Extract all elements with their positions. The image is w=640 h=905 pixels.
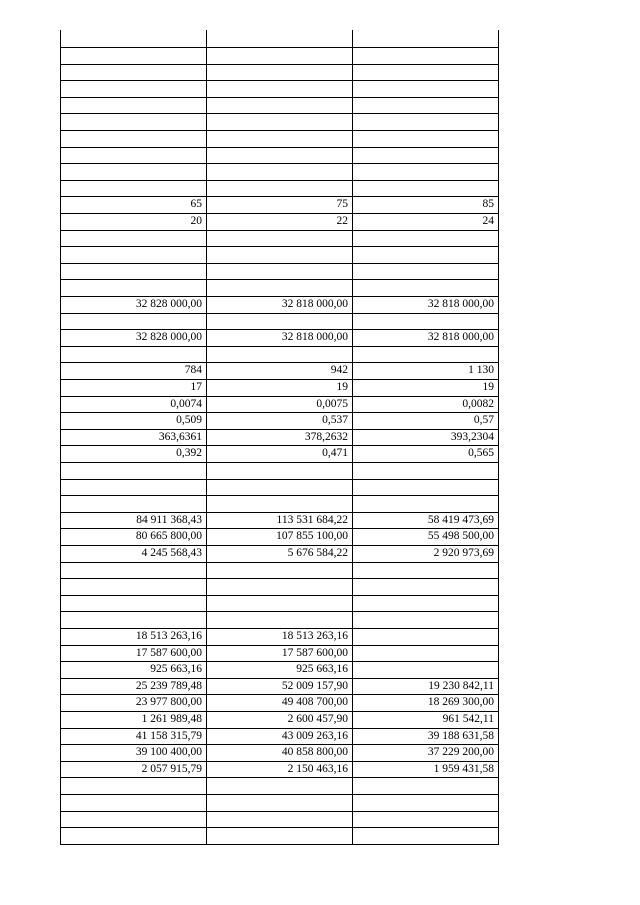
table-cell <box>354 827 494 844</box>
table-cell <box>62 562 202 579</box>
table-cell <box>208 811 348 828</box>
table-cell <box>354 479 494 496</box>
table-cell <box>208 578 348 595</box>
table-cell <box>62 180 202 197</box>
table-cell: 40 858 800,00 <box>281 746 348 758</box>
table-cell <box>354 246 494 263</box>
table-cell: 0,392 <box>176 447 202 459</box>
table-cell: 58 419 473,69 <box>427 514 494 526</box>
column-border <box>60 30 61 844</box>
table-cell: 41 158 315,79 <box>135 730 202 742</box>
table-cell <box>62 80 202 97</box>
table-cell <box>208 279 348 296</box>
table-cell: 942 <box>330 364 348 376</box>
table-cell <box>62 113 202 130</box>
table-cell <box>208 130 348 147</box>
table-cell <box>354 113 494 130</box>
table-cell: 65 <box>190 198 202 210</box>
table-cell: 17 587 600,00 <box>135 647 202 659</box>
table-cell: 18 269 300,00 <box>427 696 494 708</box>
table-cell <box>354 97 494 114</box>
table-cell <box>208 462 348 479</box>
table-cell <box>354 180 494 197</box>
table-cell <box>354 578 494 595</box>
table-cell: 0,57 <box>473 414 494 426</box>
table-cell: 32 818 000,00 <box>281 331 348 343</box>
table-cell: 43 009 263,16 <box>281 730 348 742</box>
table-cell: 32 818 000,00 <box>427 298 494 310</box>
table-cell: 17 <box>190 381 202 393</box>
table-cell <box>208 346 348 363</box>
table-cell <box>62 827 202 844</box>
table-cell <box>208 313 348 330</box>
table-cell <box>208 113 348 130</box>
table-cell <box>354 80 494 97</box>
table-cell <box>62 163 202 180</box>
table-cell <box>354 279 494 296</box>
table-cell <box>62 64 202 81</box>
table-cell <box>208 246 348 263</box>
table-cell: 5 676 584,22 <box>287 547 348 559</box>
table-cell: 18 513 263,16 <box>135 630 202 642</box>
column-border <box>352 30 353 844</box>
table-cell <box>354 661 494 678</box>
table-cell <box>208 495 348 512</box>
table-cell: 39 188 631,58 <box>427 730 494 742</box>
table-cell <box>62 811 202 828</box>
table-cell <box>354 230 494 247</box>
table-cell <box>354 346 494 363</box>
table-cell <box>354 595 494 612</box>
table-cell: 0,0075 <box>316 398 348 410</box>
table-cell: 925 663,16 <box>150 663 202 675</box>
table-cell: 75 <box>336 198 348 210</box>
table-cell: 961 542,11 <box>442 713 494 725</box>
table-cell: 32 818 000,00 <box>281 298 348 310</box>
table-cell <box>208 595 348 612</box>
table-cell <box>354 562 494 579</box>
table-cell: 784 <box>184 364 202 376</box>
table-cell: 24 <box>482 215 494 227</box>
table-cell <box>62 47 202 64</box>
table-cell <box>62 578 202 595</box>
table-cell: 19 <box>336 381 348 393</box>
table-cell <box>354 47 494 64</box>
table-cell <box>208 263 348 280</box>
table-cell <box>62 462 202 479</box>
table-cell: 4 245 568,43 <box>141 547 202 559</box>
table-cell: 113 531 684,22 <box>276 514 348 526</box>
table-cell <box>62 263 202 280</box>
table-cell <box>354 794 494 811</box>
table-cell <box>62 794 202 811</box>
table-cell: 0,509 <box>176 414 202 426</box>
table-cell <box>208 30 348 47</box>
column-border <box>498 30 499 844</box>
table-cell <box>62 279 202 296</box>
table-cell <box>62 130 202 147</box>
table-cell: 22 <box>336 215 348 227</box>
table-cell <box>208 611 348 628</box>
table-cell <box>62 97 202 114</box>
table-cell: 0,537 <box>322 414 348 426</box>
table-cell: 1 130 <box>468 364 494 376</box>
table-cell: 378,2632 <box>304 431 348 443</box>
table-cell: 32 818 000,00 <box>427 331 494 343</box>
table-cell: 363,6361 <box>158 431 202 443</box>
table-cell <box>62 246 202 263</box>
table-cell: 0,0082 <box>462 398 494 410</box>
table-cell: 19 <box>482 381 494 393</box>
table-cell: 925 663,16 <box>296 663 348 675</box>
table-cell: 20 <box>190 215 202 227</box>
table-cell <box>62 230 202 247</box>
table-cell <box>208 562 348 579</box>
table-cell <box>354 313 494 330</box>
table-cell <box>208 230 348 247</box>
table-cell: 2 057 915,79 <box>141 763 202 775</box>
table-cell <box>354 611 494 628</box>
table-cell: 84 911 368,43 <box>136 514 202 526</box>
table-cell <box>208 479 348 496</box>
table-cell <box>62 346 202 363</box>
table-cell <box>62 611 202 628</box>
table-cell <box>208 80 348 97</box>
table-cell <box>354 811 494 828</box>
table-cell <box>62 777 202 794</box>
table-cell <box>62 147 202 164</box>
table-cell: 18 513 263,16 <box>281 630 348 642</box>
table-cell <box>62 313 202 330</box>
table-cell: 0,471 <box>322 447 348 459</box>
table-cell <box>354 777 494 794</box>
table-cell <box>354 645 494 662</box>
table-cell <box>208 827 348 844</box>
table-cell <box>208 47 348 64</box>
table-cell: 17 587 600,00 <box>281 647 348 659</box>
table-cell: 1 261 989,48 <box>141 713 202 725</box>
column-border <box>206 30 207 844</box>
table-cell: 32 828 000,00 <box>135 331 202 343</box>
table-cell: 0,0074 <box>170 398 202 410</box>
table-cell <box>354 263 494 280</box>
table-cell: 32 828 000,00 <box>135 298 202 310</box>
table-cell <box>354 30 494 47</box>
table-cell <box>354 495 494 512</box>
table-cell <box>354 628 494 645</box>
table-cell: 49 408 700,00 <box>281 696 348 708</box>
table-cell: 1 959 431,58 <box>433 763 494 775</box>
table-cell: 37 229 200,00 <box>427 746 494 758</box>
table-cell <box>208 147 348 164</box>
table-cell: 2 600 457,90 <box>287 713 348 725</box>
table-cell <box>208 163 348 180</box>
table-cell <box>208 97 348 114</box>
table-cell: 19 230 842,11 <box>428 680 494 692</box>
table-cell <box>354 130 494 147</box>
table-cell: 2 150 463,16 <box>287 763 348 775</box>
table-cell: 39 100 400,00 <box>135 746 202 758</box>
table-cell: 55 498 500,00 <box>427 530 494 542</box>
table-cell: 25 239 789,48 <box>135 680 202 692</box>
table-cell <box>62 495 202 512</box>
table-cell <box>62 595 202 612</box>
table-cell: 393,2304 <box>450 431 494 443</box>
table-cell <box>208 794 348 811</box>
table-cell: 80 665 800,00 <box>135 530 202 542</box>
table-cell: 23 977 800,00 <box>135 696 202 708</box>
table-cell: 2 920 973,69 <box>433 547 494 559</box>
table-cell <box>354 163 494 180</box>
table-cell <box>354 64 494 81</box>
table-cell: 0,565 <box>468 447 494 459</box>
table-cell <box>62 479 202 496</box>
table-cell <box>208 777 348 794</box>
table-cell: 52 009 157,90 <box>281 680 348 692</box>
table-cell <box>354 462 494 479</box>
table-cell: 85 <box>482 198 494 210</box>
table-cell <box>208 64 348 81</box>
table-cell <box>208 180 348 197</box>
table-cell <box>62 30 202 47</box>
table-cell: 107 855 100,00 <box>276 530 348 542</box>
row-border <box>60 844 499 845</box>
table-cell <box>354 147 494 164</box>
